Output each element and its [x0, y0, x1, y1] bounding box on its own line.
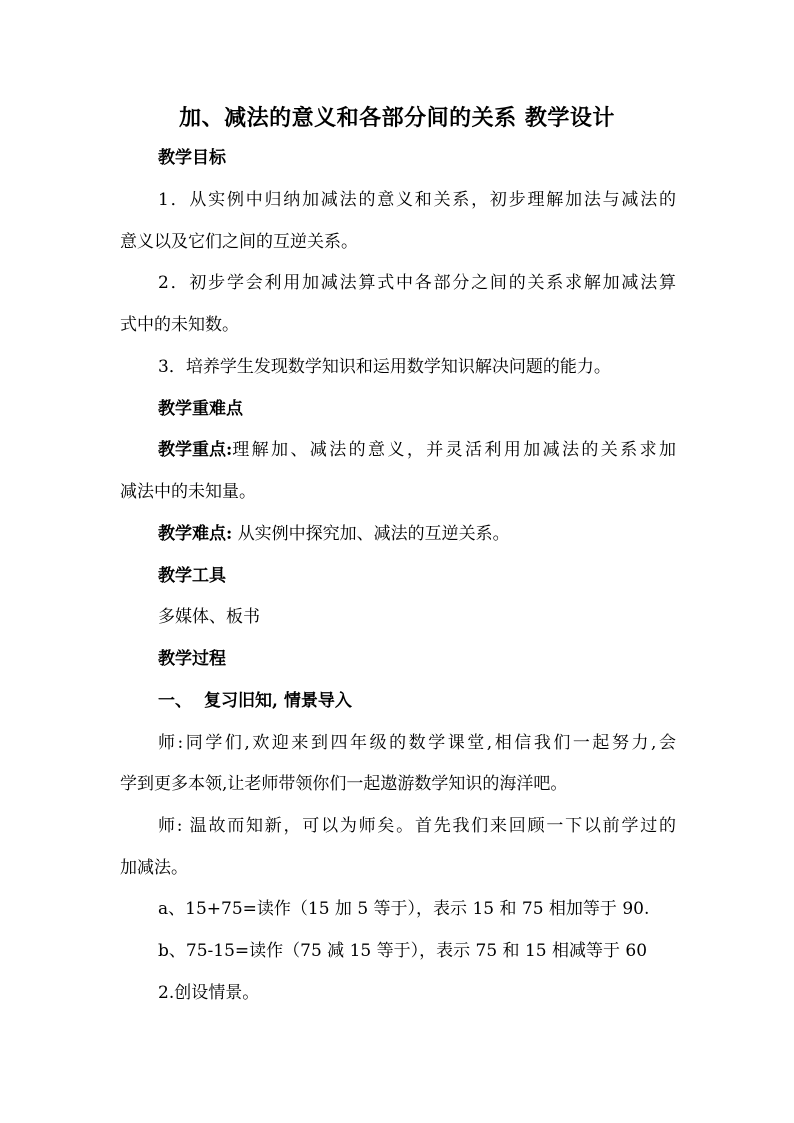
example-b: b、75-15=读作（75 减 15 等于），表示 75 和 15 相减等于 60	[158, 941, 648, 961]
key-point-line-2: 减法中的未知量。	[120, 482, 256, 502]
goal-3: 3．培养学生发现数学知识和运用数学知识解决问题的能力。	[158, 357, 611, 377]
paragraph-1-line-2: 学到更多本领,让老师带领你们一起遨游数学知识的海洋吧。	[120, 774, 568, 794]
example-a: a、15+75=读作（15 加 5 等于），表示 15 和 75 相加等于 90.	[158, 899, 650, 919]
key-point-text: 理解加、减法的意义，并灵活利用加减法的关系求加	[232, 440, 676, 460]
tools-text: 多媒体、板书	[158, 607, 260, 627]
goals-heading: 教学目标	[158, 148, 226, 168]
key-point-line-1	[158, 435, 676, 465]
step-2: 2.创设情景。	[158, 983, 260, 1003]
page-title: 加、减法的意义和各部分间的关系 教学设计	[179, 105, 615, 131]
key-point-label: 教学重点:	[158, 440, 233, 460]
goal-1-line-1: 1．从实例中归纳加减法的意义和关系，初步理解加法与减法的	[158, 190, 676, 210]
step-1-title: 复习旧知, 情景导入	[204, 691, 352, 711]
process-heading: 教学过程	[158, 649, 226, 669]
difficult-point-line	[158, 519, 510, 549]
paragraph-2-line-1: 师: 温故而知新，可以为师矣。首先我们来回顾一下以前学过的	[158, 816, 676, 836]
paragraph-2-line-2: 加减法。	[120, 858, 188, 878]
difficult-point-label: 教学难点:	[158, 524, 233, 544]
paragraph-1-line-1: 师:同学们,欢迎来到四年级的数学课堂,相信我们一起努力,会	[158, 733, 676, 753]
tools-heading: 教学工具	[158, 566, 226, 586]
key-difficult-heading: 教学重难点	[158, 399, 243, 419]
goal-1-line-2: 意义以及它们之间的互逆关系。	[120, 232, 358, 252]
step-1-number: 一、	[158, 691, 192, 711]
goal-2-line-2: 式中的未知数。	[120, 315, 239, 335]
goal-2-line-1: 2．初步学会利用加减法算式中各部分之间的关系求解加减法算	[158, 273, 676, 293]
step-1-heading	[158, 686, 352, 716]
difficult-point-text: 从实例中探究加、减法的互逆关系。	[237, 524, 510, 544]
